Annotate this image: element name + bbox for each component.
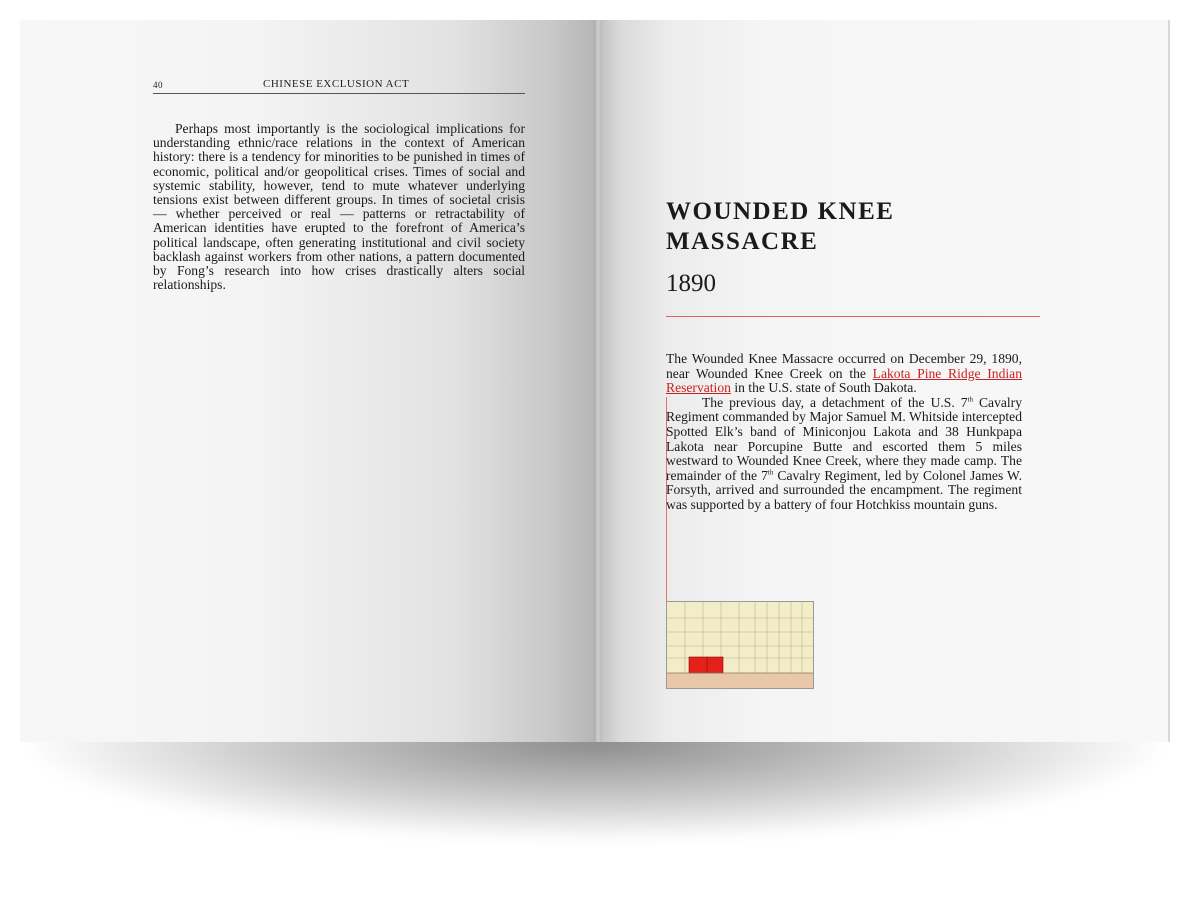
page-number: 40 xyxy=(153,80,163,90)
p1-text-start: The Wounded Knee Massacre occurred on December 29, 1890, near Wounded Knee Creek on the xyxy=(666,351,1022,381)
p2-text-1: The previous day, a detachment of the U.S. 7 xyxy=(702,394,968,410)
article-body xyxy=(666,352,1022,513)
chapter-title: WOUNDED KNEE MASSACRE xyxy=(666,198,895,255)
running-title: CHINESE EXCLUSION ACT xyxy=(263,78,410,90)
book-spine xyxy=(594,20,602,742)
left-paragraph: Perhaps most importantly is the sociological implications for understanding ethnic/race relations in the context of American history: there is a tendency for minorities to be punished in times of economic, political and/or geopolitical crises. Times of social and systemic stability, however, tend to mute whatever underlying tensions exist between different groups. In times of societal crisis — whether perceived or real — patterns or retractability of American identities have erupted to the forefront of America’s political landscape, often generating institutional and civil society backlash against workers from other nations, a pattern documented by Fong’s research into how crises drastically alters social relationships. xyxy=(153,121,525,293)
south-dakota-map xyxy=(666,601,814,689)
p1-text-end: in the U.S. state of South Dakota. xyxy=(730,380,917,396)
p2-text-2: Cavalry Regiment commanded by Major Samuel M. Whitside intercepted Spotted Elk’s band of Miniconjou Lakota and 38 Hunkpapa Lakota near Porcupine Butte and escorted them 5 miles westward to Wounded Knee Creek, where they made camp. The remainder of the 7 xyxy=(666,394,1022,483)
paragraph-2 xyxy=(666,396,1022,513)
p2-text-3: Cavalry Regiment, led by Colonel James W. Forsyth, arrived and surrounded the encampment. The regiment was supported by a battery of four Hotchkiss mountain guns. xyxy=(666,467,1022,512)
p2-superscript-2: th xyxy=(767,468,774,477)
highlighted-counties xyxy=(689,657,723,673)
map-neighbor-state xyxy=(667,673,813,688)
chapter-year: 1890 xyxy=(666,270,716,297)
reservation-link[interactable]: Lakota Pine Ridge Indian Reservation xyxy=(666,365,1022,396)
paragraph-1 xyxy=(666,352,1022,396)
running-header xyxy=(153,77,525,94)
p2-superscript-1: th xyxy=(967,395,973,404)
title-divider xyxy=(666,316,1040,317)
